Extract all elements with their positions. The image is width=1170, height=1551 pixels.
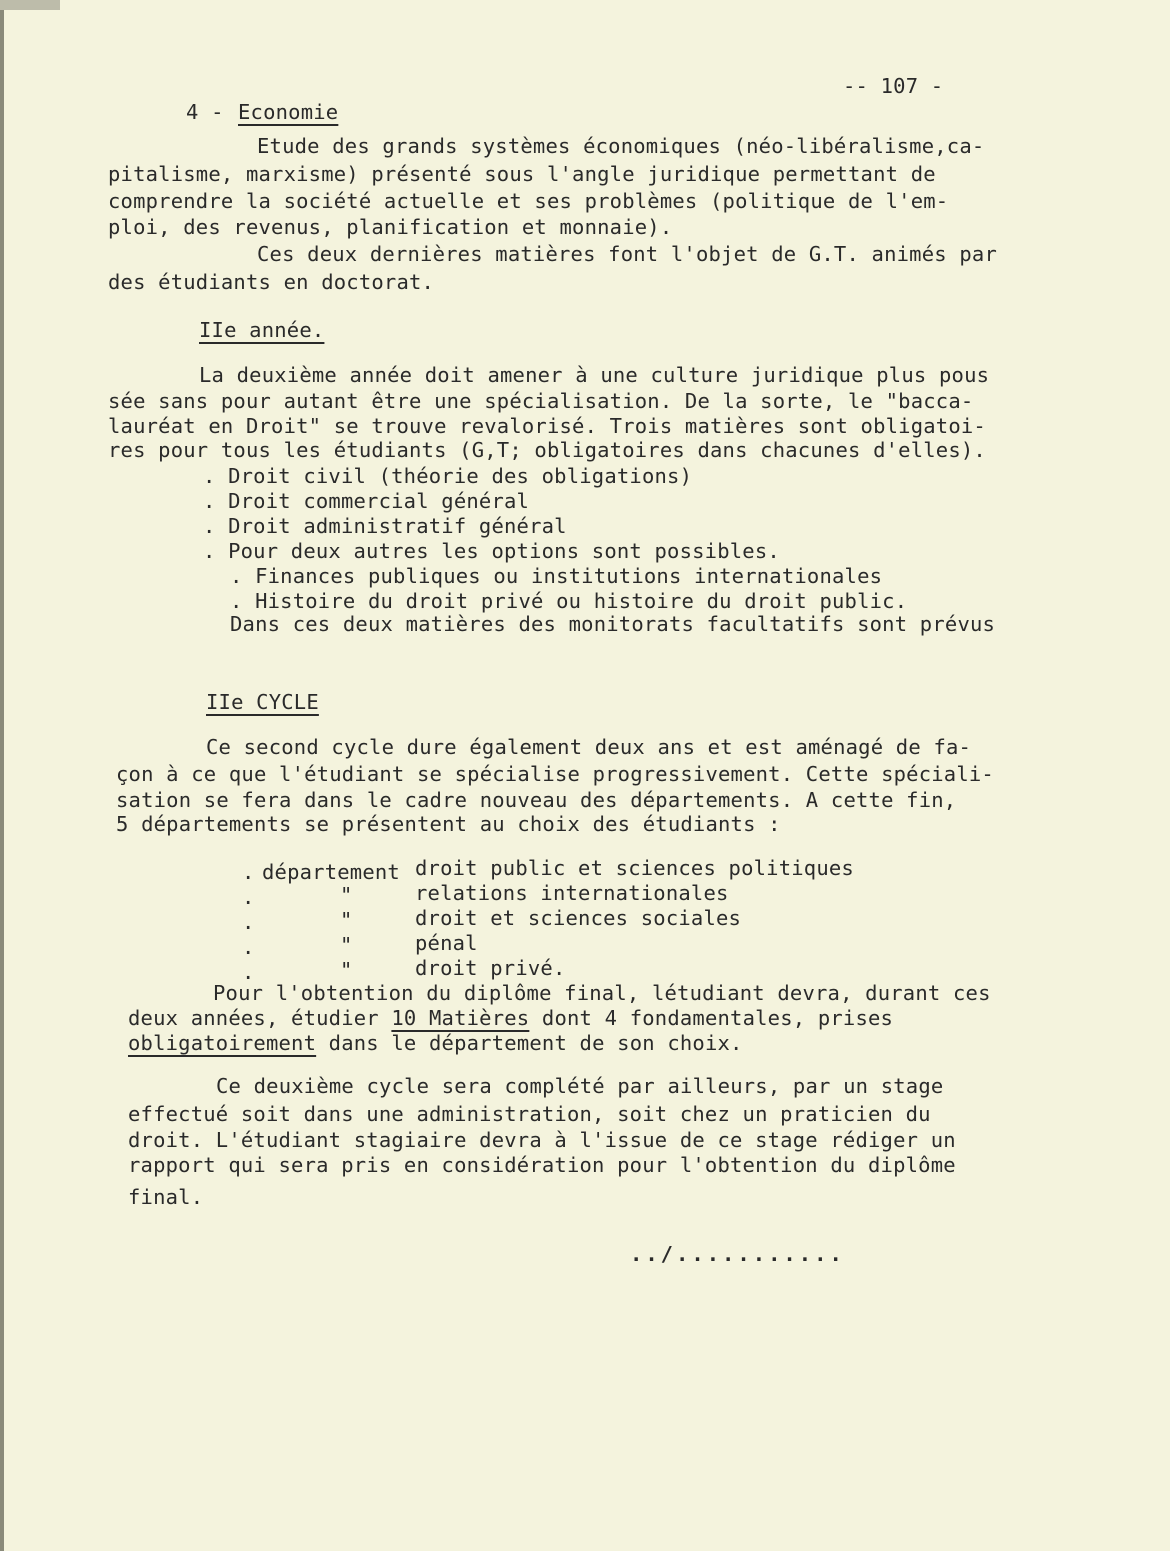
department-ditto: " <box>340 908 353 932</box>
annee-para-4: res pour tous les étudiants (G,T; obligatoires dans chacunes d'elles). <box>108 438 986 462</box>
annee-item-1: . Droit civil (théorie des obligations) <box>203 464 693 488</box>
economie-note-2: des étudiants en doctorat. <box>108 270 435 294</box>
economie-line-4: ploi, des revenus, planification et monnaie). <box>108 215 673 239</box>
economie-line-1: Etude des grands systèmes économiques (néo-libéralisme,ca- <box>257 134 985 158</box>
stage-line-4: rapport qui sera pris en considération pour l'obtention du diplôme <box>128 1153 956 1177</box>
department-name: droit privé. <box>415 956 566 980</box>
continuation-marker: ../........... <box>630 1242 845 1266</box>
department-name: pénal <box>415 931 478 955</box>
section-title-deuxieme-annee: IIe année. <box>199 318 325 342</box>
diploma-line-3-end: dans le département de son choix. <box>316 1031 743 1055</box>
department-ditto: " <box>340 958 353 982</box>
annee-para-2: sée sans pour autant être une spécialisation. De la sorte, le "bacca- <box>108 389 974 413</box>
stage-line-1: Ce deuxième cycle sera complété par ailleurs, par un stage <box>216 1074 944 1098</box>
cycle-para-3: sation se fera dans le cadre nouveau des départements. A cette fin, <box>116 788 957 812</box>
cycle-para-1: Ce second cycle dure également deux ans et est aménagé de fa- <box>206 735 972 759</box>
section-title-economie: Economie <box>238 100 339 124</box>
section-title-deuxieme-cycle: IIe CYCLE <box>206 690 319 714</box>
stage-line-5: final. <box>128 1185 204 1209</box>
department-ditto: " <box>340 883 353 907</box>
department-name: droit et sciences sociales <box>415 906 742 930</box>
section-number: 4 - <box>186 100 224 124</box>
diploma-line-2-start: deux années, étudier <box>128 1006 392 1030</box>
diploma-line-2-end: dont 4 fondamentales, prises <box>529 1006 894 1030</box>
department-bullet: . <box>242 960 255 984</box>
department-ditto: " <box>340 933 353 957</box>
annee-option-1: . Finances publiques ou institutions internationales <box>230 564 883 588</box>
annee-note: Dans ces deux matières des monitorats facultatifs sont prévus <box>230 612 996 636</box>
economie-line-3: comprendre la société actuelle et ses problèmes (politique de l'em- <box>108 189 949 213</box>
stage-line-3: droit. L'étudiant stagiaire devra à l'issue de ce stage rédiger un <box>128 1128 956 1152</box>
annee-para-1: La deuxième année doit amener à une culture juridique plus pous <box>199 363 990 387</box>
diploma-obligatoirement: obligatoirement <box>128 1031 317 1055</box>
economie-line-2: pitalisme, marxisme) présenté sous l'angle juridique permettant de <box>108 162 936 186</box>
cycle-para-2: çon à ce que l'étudiant se spécialise progressivement. Cette spéciali- <box>116 762 994 786</box>
diploma-line-2 <box>128 1006 893 1030</box>
department-label: département <box>262 860 400 884</box>
diploma-line-1: Pour l'obtention du diplôme final, létudiant devra, durant ces <box>213 981 991 1005</box>
cycle-para-4: 5 départements se présentent au choix des étudiants : <box>116 812 781 836</box>
page-corner-shadow <box>0 0 60 10</box>
department-bullet: . <box>242 860 255 884</box>
annee-item-2: . Droit commercial général <box>203 489 530 513</box>
diploma-line-3 <box>128 1031 743 1055</box>
department-bullet: . <box>242 885 255 909</box>
stage-line-2: effectué soit dans une administration, soit chez un praticien du <box>128 1102 931 1126</box>
annee-option-2: . Histoire du droit privé ou histoire du droit public. <box>230 589 908 613</box>
department-bullet: . <box>242 910 255 934</box>
page-number: -- 107 - <box>843 74 944 98</box>
economie-note-1: Ces deux dernières matières font l'objet de G.T. animés par <box>257 242 997 266</box>
annee-item-3: . Droit administratif général <box>203 514 567 538</box>
page-edge-shadow <box>0 0 4 1551</box>
annee-item-4: . Pour deux autres les options sont possibles. <box>203 539 780 563</box>
diploma-matieres-count: 10 Matières <box>391 1006 530 1030</box>
annee-para-3: lauréat en Droit" se trouve revalorisé. Trois matières sont obligatoi- <box>108 414 986 438</box>
department-name: relations internationales <box>415 881 729 905</box>
department-bullet: . <box>242 935 255 959</box>
department-name: droit public et sciences politiques <box>415 856 854 880</box>
